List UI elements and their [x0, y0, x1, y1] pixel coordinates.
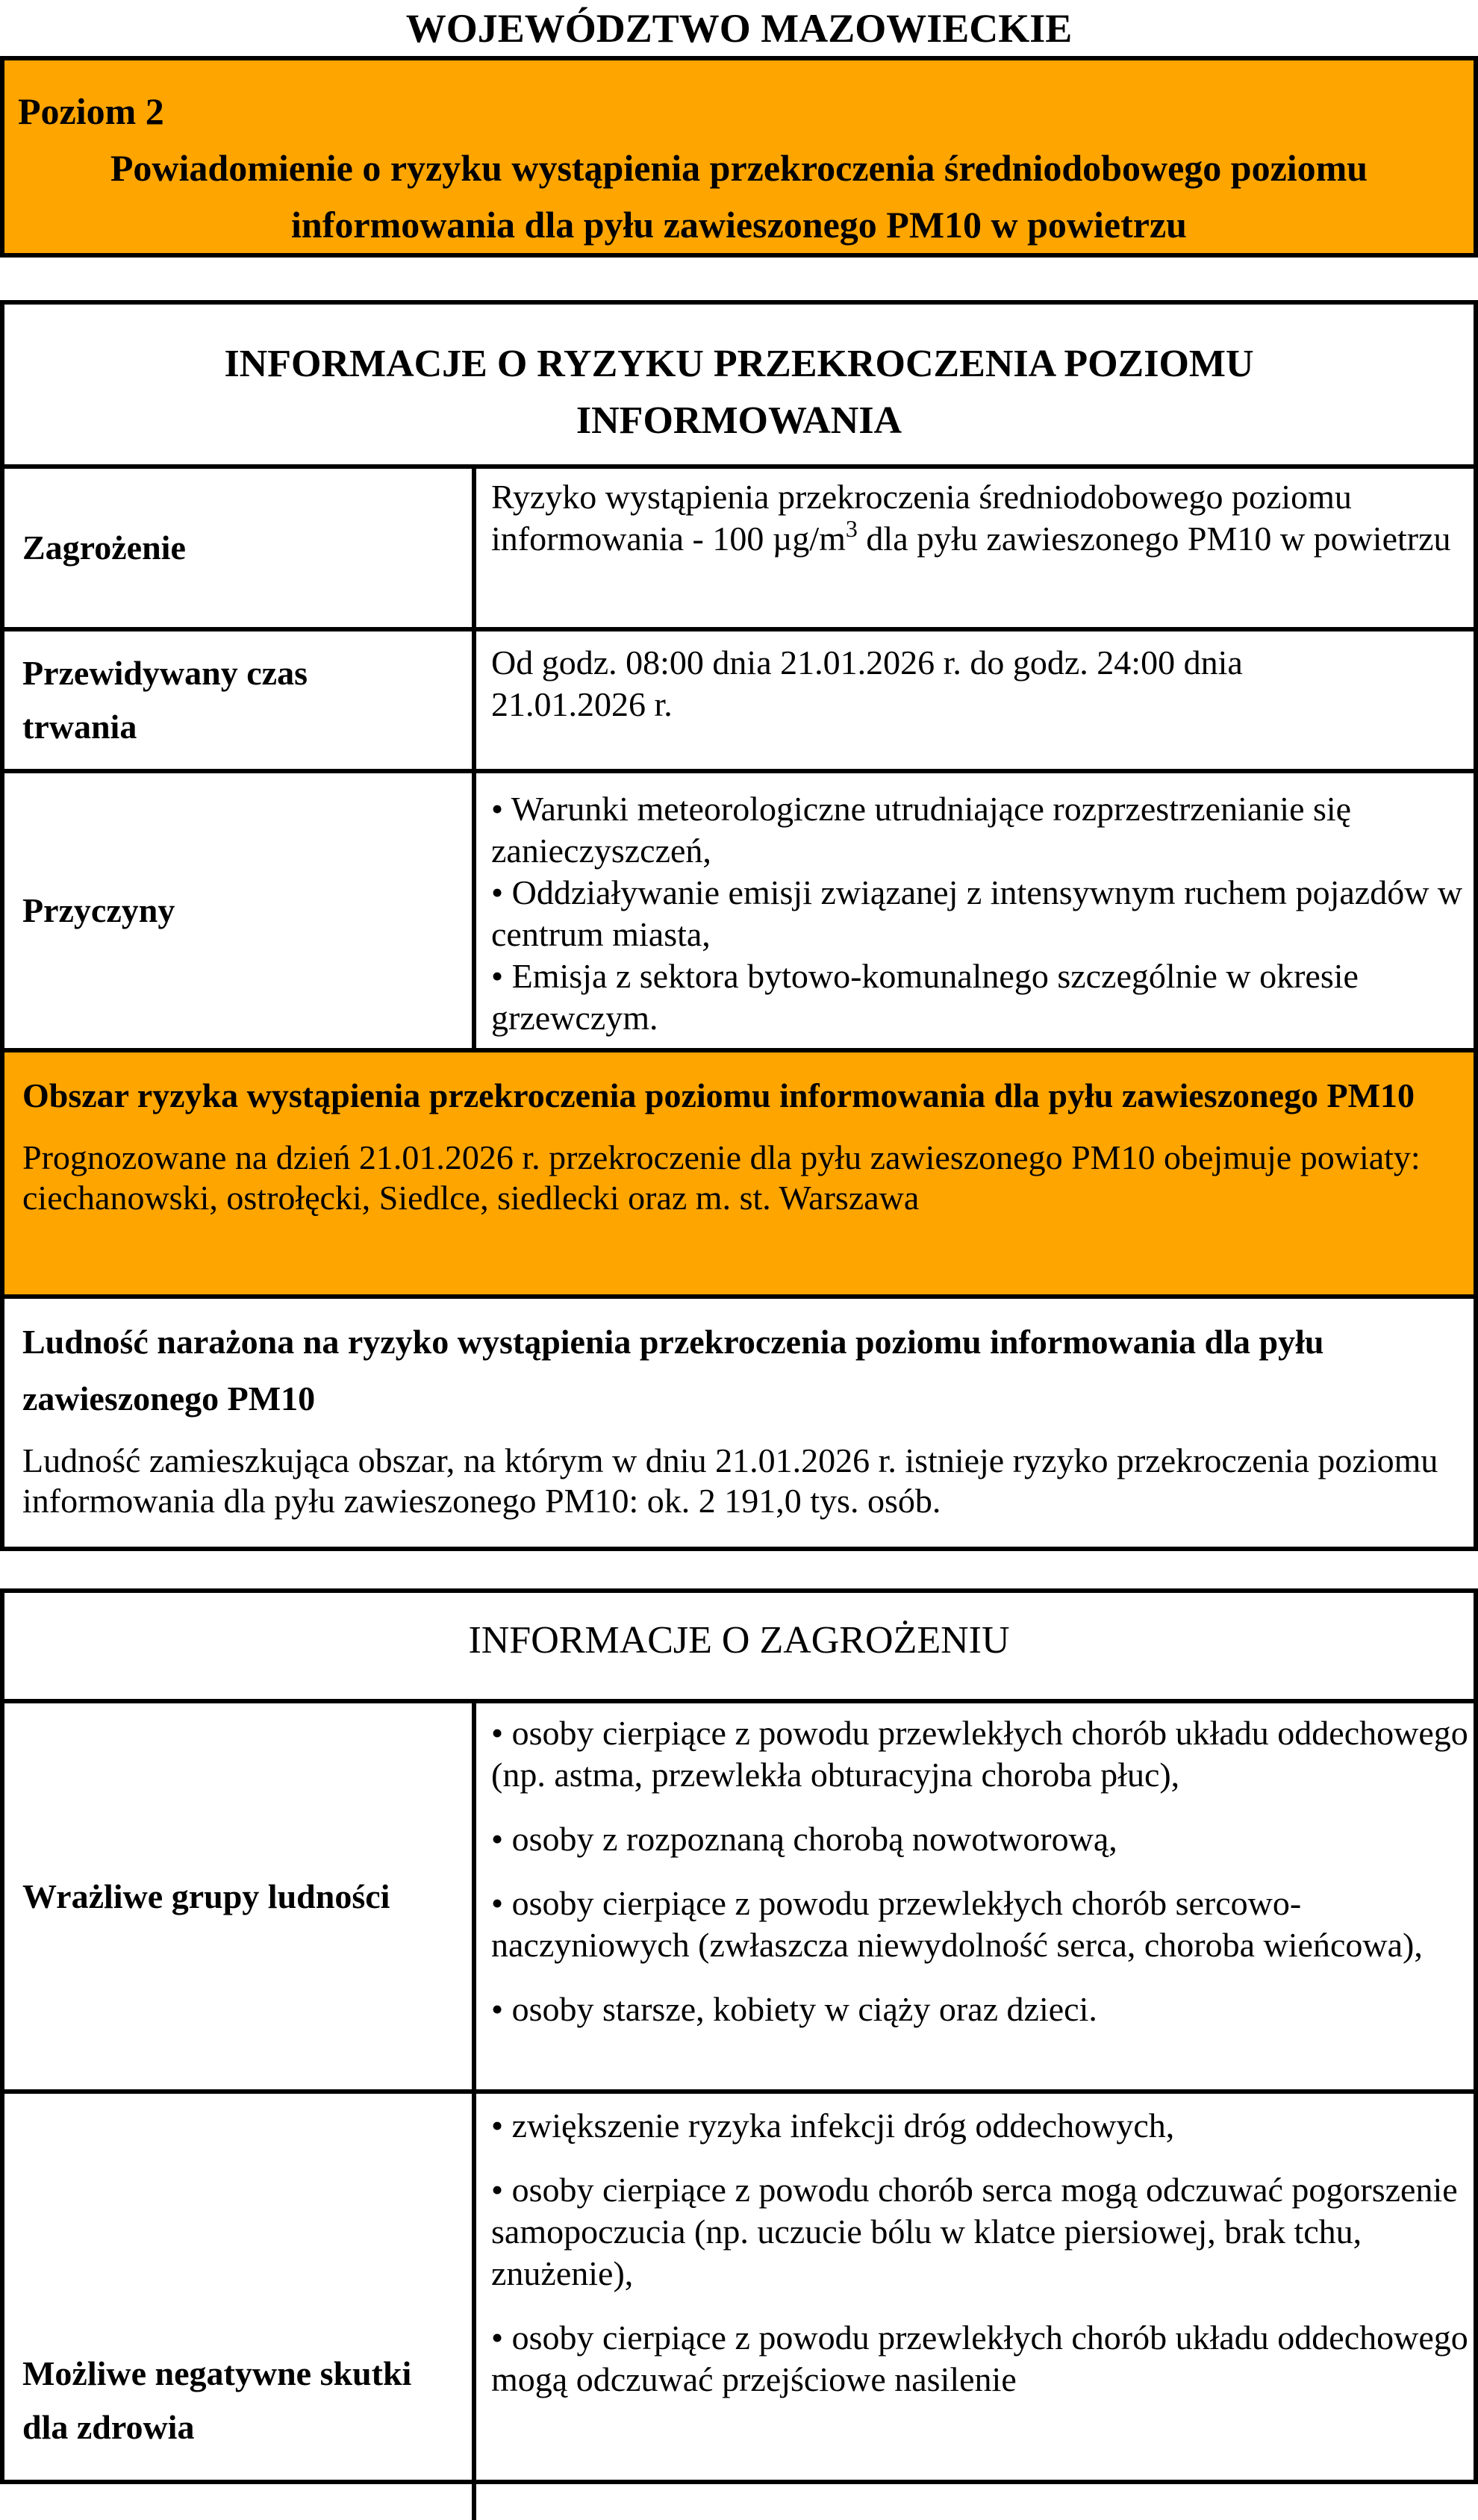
row-value-sensitive-groups [491, 1712, 1477, 2030]
row-label-text: Możliwe negatywne skutki dla zdrowia [22, 2354, 412, 2446]
threat-table-header: INFORMACJE O ZAGROŻENIU [468, 1619, 1010, 1662]
level-label: Poziom 2 [18, 90, 164, 132]
threat-text-cont: dla pyłu zawieszonego PM10 w powietrzu [857, 520, 1451, 558]
row-label-duration [22, 631, 463, 769]
row-divider [4, 1294, 1478, 1299]
notification-title-line1: Powiadomienie o ryzyku wystąpienia przekroczenia średniodobowego poziomu [110, 147, 1368, 189]
row-value-threat [491, 476, 1462, 560]
row-label-text: Zagrożenie [22, 528, 186, 567]
threat-info-table [0, 1588, 1478, 2484]
health-effect-item: • zwiększenie ryzyka infekcji dróg oddechowych, [491, 2106, 1175, 2145]
cause-item: • Emisja z sektora bytowo-komunalnego szczególnie w okresie grzewczym. [491, 957, 1359, 1037]
row-value-causes [491, 788, 1469, 1039]
cause-item: • Oddziaływanie emisji związanej z intensywnym ruchem pojazdów w centrum miasta, [491, 873, 1463, 953]
page-title: WOJEWÓDZTWO MAZOWIECKIE [405, 6, 1073, 51]
column-divider [472, 1699, 476, 2520]
row-label-causes [22, 773, 463, 1048]
risk-area-heading: Obszar ryzyka wystąpienia przekroczenia poziomu informowania dla pyłu zawieszonego PM10 [22, 1076, 1415, 1114]
health-effect-item: • osoby cierpiące z powodu chorób serca mogą odczuwać pogorszenie samopoczucia (np. uczucie bólu w klatce piersiowej, brak tchu, znużenie), [491, 2171, 1458, 2292]
threat-text: Ryzyko wystąpienia przekroczenia średniodobowego poziomu informowania - 100 µg/m [491, 478, 1352, 558]
row-label-text: Wrażliwe grupy ludności [22, 1877, 390, 1915]
population-text: Ludność zamieszkująca obszar, na którym w dniu 21.01.2026 r. istnieje ryzyko przekroczenia poziomu informowania dla pyłu zawieszonego PM10: ok. 2 191,0 tys. osób. [22, 1441, 1438, 1520]
population-section [22, 1314, 1463, 1521]
population-heading: Ludność narażona na ryzyko wystąpienia przekroczenia poziomu informowania dla pyłu zawieszonego PM10 [22, 1323, 1324, 1418]
column-divider [472, 464, 476, 1050]
risk-area-text: Prognozowane na dzień 21.01.2026 r. przekroczenie dla pyłu zawieszonego PM10 obejmuje powiaty: ciechanowski, ostrołęcki, Siedlce, siedlecki oraz m. st. Warszawa [22, 1138, 1421, 1217]
sensitive-group-item: • osoby cierpiące z powodu przewlekłych chorób sercowo-naczyniowych (zwłaszcza niewydolność serca, choroba wieńcowa), [491, 1884, 1423, 1964]
risk-info-table [0, 300, 1478, 1551]
sensitive-group-item: • osoby z rozpoznaną chorobą nowotworową, [491, 1820, 1117, 1858]
notification-title-line2: informowania dla pyłu zawieszonego PM10 w powietrzu [291, 204, 1187, 246]
row-value-health-effects [491, 2105, 1477, 2401]
row-label-text: Przewidywany czas trwania [22, 654, 308, 746]
row-label-health-effects [22, 2347, 463, 2466]
notification-title [4, 140, 1474, 253]
row-label-sensitive-groups [22, 1703, 463, 2089]
row-divider [4, 2089, 1478, 2094]
row-label-text: Przyczyny [22, 891, 175, 929]
sensitive-group-item: • osoby starsze, kobiety w ciąży oraz dzieci. [491, 1990, 1097, 2028]
notification-level-box [0, 56, 1478, 258]
risk-table-header-line1: INFORMACJE O RYZYKU PRZEKROCZENIA POZIOMU [224, 343, 1254, 385]
row-value-duration: Od godz. 08:00 dnia 21.01.2026 r. do godz. 24:00 dnia 21.01.2026 r. [491, 643, 1243, 723]
superscript: 3 [845, 515, 858, 542]
row-label-threat [22, 469, 463, 627]
risk-table-header-line2: INFORMOWANIA [576, 399, 902, 442]
health-effect-item: • osoby cierpiące z powodu przewlekłych chorób układu oddechowego mogą odczuwać przejściowe nasilenie [491, 2318, 1468, 2398]
risk-area-section [4, 1052, 1474, 1294]
risk-table-header [4, 336, 1474, 449]
sensitive-group-item: • osoby cierpiące z powodu przewlekłych chorób układu oddechowego (np. astma, przewlekła obturacyjna choroba płuc), [491, 1714, 1468, 1794]
risk-area-content [22, 1067, 1463, 1218]
cause-item: • Warunki meteorologiczne utrudniające rozprzestrzenianie się zanieczyszczeń, [491, 790, 1352, 870]
